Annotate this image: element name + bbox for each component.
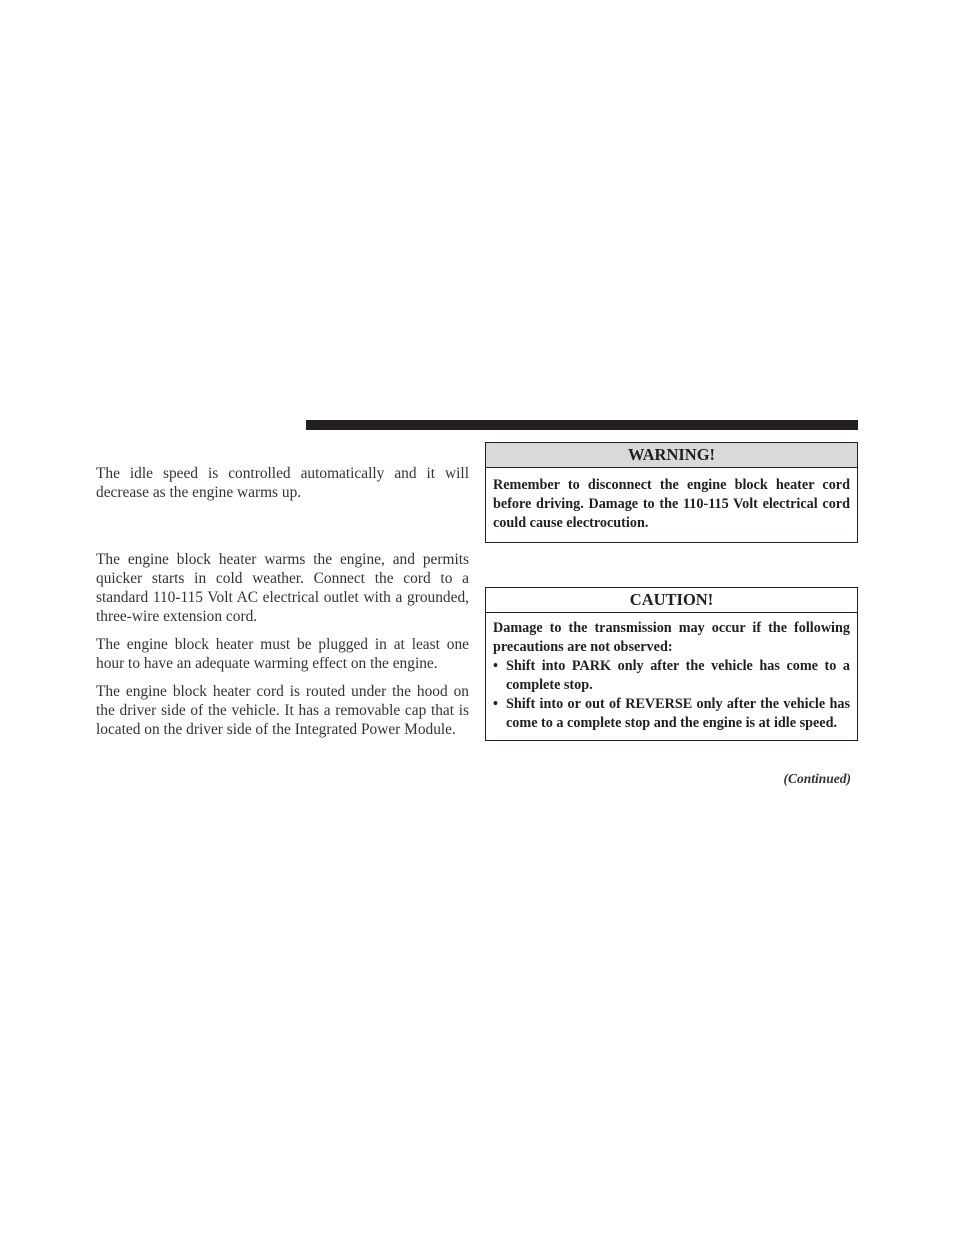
caution-item-reverse bbox=[493, 695, 850, 733]
left-column bbox=[96, 464, 469, 739]
paragraph-block-heater-location: The engine block heater cord is routed under the hood on the driver side of the vehicle. It has a removable cap that is located on the driver side of the Integrated Power Module. bbox=[96, 683, 469, 738]
caution-item-park bbox=[493, 657, 850, 695]
caution-title: CAUTION! bbox=[486, 588, 857, 613]
caution-body bbox=[486, 613, 857, 740]
section-header-bar bbox=[306, 420, 858, 430]
caution-item-text: Shift into PARK only after the vehicle has come to a complete stop. bbox=[506, 658, 850, 693]
caution-box bbox=[485, 587, 858, 741]
caution-item-text: Shift into or out of REVERSE only after the vehicle has come to a complete stop and the engine is at idle speed. bbox=[506, 696, 850, 731]
caution-list bbox=[493, 657, 850, 733]
continued-label: (Continued) bbox=[783, 771, 851, 786]
caution-intro: Damage to the transmission may occur if the following precautions are not observed: bbox=[493, 620, 850, 655]
warning-text: Remember to disconnect the engine block heater cord before driving. Damage to the 110-115 Volt electrical cord could cause electrocution. bbox=[493, 477, 850, 531]
bullet-icon: • bbox=[493, 658, 498, 674]
warning-box bbox=[485, 442, 858, 543]
bullet-icon: • bbox=[493, 696, 498, 712]
paragraph-block-heater-duration: The engine block heater must be plugged in at least one hour to have an adequate warming effect on the engine. bbox=[96, 636, 469, 672]
paragraph-idle-speed: The idle speed is controlled automatically and it will decrease as the engine warms up. bbox=[96, 465, 469, 501]
paragraph-block-heater-intro: The engine block heater warms the engine, and permits quicker starts in cold weather. Connect the cord to a standard 110-115 Volt AC electrical outlet with a grounded, three-wire extension cord. bbox=[96, 551, 469, 625]
warning-title: WARNING! bbox=[486, 443, 857, 468]
